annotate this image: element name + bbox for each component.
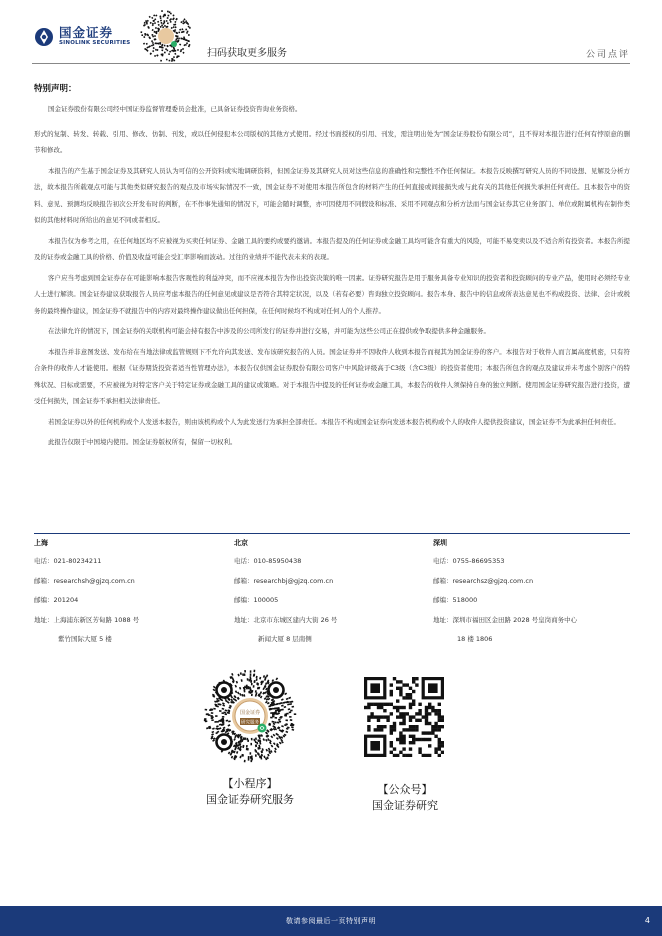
logo-name-cn: 国金证券 (59, 25, 114, 40)
contact-postcode: 邮编：201204 (34, 596, 79, 604)
header-divider (32, 63, 630, 64)
disclaimer-section (34, 82, 630, 455)
disclaimer-paragraph: 本报告仅为参考之用，在任何地区均不应被视为买卖任何证券、金融工具的要约或要约邀请。本报告提及的任何证券或金融工具均可能含有重大的风险，可能不易变卖以及不适合所有投资者。本报告所提及的证券或金融工具的价格、价值及收益可能会受汇率影响而波动。过往的业绩并不能代表未来的表现。 (34, 236, 630, 261)
disclaimer-title: 特别声明： (34, 84, 77, 94)
contact-city: 深圳 (433, 539, 447, 547)
logo-name-en: SINOLINK SECURITIES (59, 40, 131, 46)
contact-phone: 电话：010-85950438 (234, 557, 302, 565)
contact-email: 邮箱：researchsz@gjzq.com.cn (433, 576, 534, 585)
logo-icon (34, 27, 54, 47)
contact-address: 地址：上海浦东新区芳甸路 1088 号 (34, 615, 140, 624)
contact-phone: 电话：021-80234211 (34, 557, 102, 565)
company-logo (34, 26, 130, 47)
report-type: 公司点评 (585, 50, 630, 60)
official-account-label: 【公众号】 (377, 783, 433, 796)
footer-notice: 敬请参阅最后一页特别声明 (286, 917, 376, 925)
disclaimer-paragraph: 本报告并非意图发送、发布给在当地法律或监管规则下不允许向其发送、发布该研究报告的人员。国金证券并不因收件人收到本报告而视其为国金证券的客户。本报告对于收件人而言属高度机密，只有符合条件的收件人才能使用。根据《证券期货投资者适当性管理办法》，本报告仅供国金证券股份有限公司客户中风险评级高于C3级（含C3级）的投资者使用；本报告所包含的观点及建议并未考虑个别客户的特殊状况、目标或需要，不应被视为对特定客户关于特定证券或金融工具的建议或策略。对于本报告中提及的任何证券或金融工具，本报告的收件人须保持自身的独立判断。使用国金证券研究报告进行投资，遭受任何损失，国金证券不承担相关法律责任。 (34, 347, 630, 405)
contact-phone: 电话：0755-86695353 (433, 557, 505, 565)
contact-email: 邮箱：researchbj@gjzq.com.cn (234, 576, 334, 585)
contact-address-line2: 新闻大厦 8 层南侧 (258, 635, 312, 643)
page-header (0, 0, 662, 70)
mini-badge-top: 国金证券 (239, 710, 261, 716)
contact-postcode: 邮编：100005 (234, 596, 279, 604)
contact-address-line2: 18 楼 1806 (457, 635, 493, 643)
page-footer (0, 906, 662, 936)
disclaimer-paragraph: 此报告仅限于中国境内使用。国金证券版权所有，保留一切权利。 (48, 438, 237, 446)
disclaimer-paragraph: 形式的复制、转发、转载、引用、修改、仿制、刊发，或以任何侵犯本公司版权的其他方式使用。经过书面授权的引用、刊发，需注明出处为“国金证券股份有限公司”，且不得对本报告进行任何有悖原意的删节和修改。 (34, 129, 630, 154)
contact-city: 北京 (234, 539, 248, 547)
official-account-qr-icon (364, 677, 444, 757)
scan-prompt: 扫码获取更多服务 (207, 48, 287, 59)
disclaimer-paragraph: 若国金证券以外的任何机构或个人发送本报告，则由该机构或个人为此发送行为承担全部责任。本报告不构成国金证券向发送本报告机构或个人的收件人提供投资建议，国金证券不为此承担任何责任。 (48, 417, 620, 426)
mini-badge-bottom: 研究服务 (241, 720, 259, 726)
contact-table (34, 533, 630, 643)
contact-postcode: 邮编：518000 (433, 596, 478, 604)
disclaimer-paragraph: 在法律允许的情况下，国金证券的关联机构可能会持有报告中涉及的公司所发行的证券并进行交易，并可能为这些公司正在提供或争取提供多种金融服务。 (48, 327, 490, 335)
contact-address: 地址：深圳市福田区金田路 2028 号皇岗商务中心 (433, 615, 578, 624)
mini-program-name: 国金证券研究服务 (206, 793, 294, 806)
disclaimer-paragraph: 本报告的产生基于国金证券及其研究人员认为可信的公开资料或实地调研资料，但国金证券及其研究人员对这些信息的准确性和完整性不作任何保证。本报告反映撰写研究人员的不同设想、见解及分析方法，故本报告所载观点可能与其他类似研究报告的观点及市场实际情况不一致，国金证券不对使用本报告所包含的材料产生的任何直接或间接损失或与此有关的其他任何损失承担任何责任。且本报告中的资料、意见、预测均反映报告初次公开发布时的判断，在不作事先通知的情况下，可能会随时调整，亦可因使用不同假设和标准、采用不同观点和分析方法而与国金证券其它业务部门、单位或附属机构在制作类似的其他材料时所给出的意见不同或者相反。 (34, 166, 630, 224)
contact-address: 地址：北京市东城区建内大街 26 号 (234, 615, 338, 624)
contact-city: 上海 (34, 539, 48, 547)
official-account-name: 国金证券研究 (372, 799, 438, 812)
contact-address-line2: 紫竹国际大厦 5 楼 (58, 635, 112, 643)
contact-column-shanghai (34, 534, 230, 650)
contact-email: 邮箱：researchsh@gjzq.com.cn (34, 576, 135, 585)
contact-column-shenzhen (433, 534, 629, 650)
contact-column-beijing (234, 534, 430, 650)
header-qr-code-icon (138, 8, 194, 64)
disclaimer-paragraph: 客户应当考虑到国金证券存在可能影响本报告客观性的利益冲突，而不应视本报告为作出投资决策的唯一因素。证券研究报告是用于服务具备专业知识的投资者和投资顾问的专业产品，使用时必须经专业人士进行解读。国金证券建议获取报告人员应考虑本报告的任何意见或建议是否符合其特定状况，以及（若有必要）咨询独立投资顾问。报告本身、报告中的信息或所表达意见也不构成投资、法律、会计或税务的最终操作建议，国金证券不就报告中的内容对最终操作建议做出任何担保，在任何时候均不构成对任何人的个人推荐。 (34, 273, 630, 315)
page-number: 4 (644, 916, 650, 925)
mini-program-label: 【小程序】 (222, 777, 278, 790)
mini-program-code-icon (202, 668, 298, 764)
disclaimer-paragraph: 国金证券股份有限公司经中国证券监督管理委员会批准，已具备证券投资咨询业务资格。 (48, 105, 302, 113)
